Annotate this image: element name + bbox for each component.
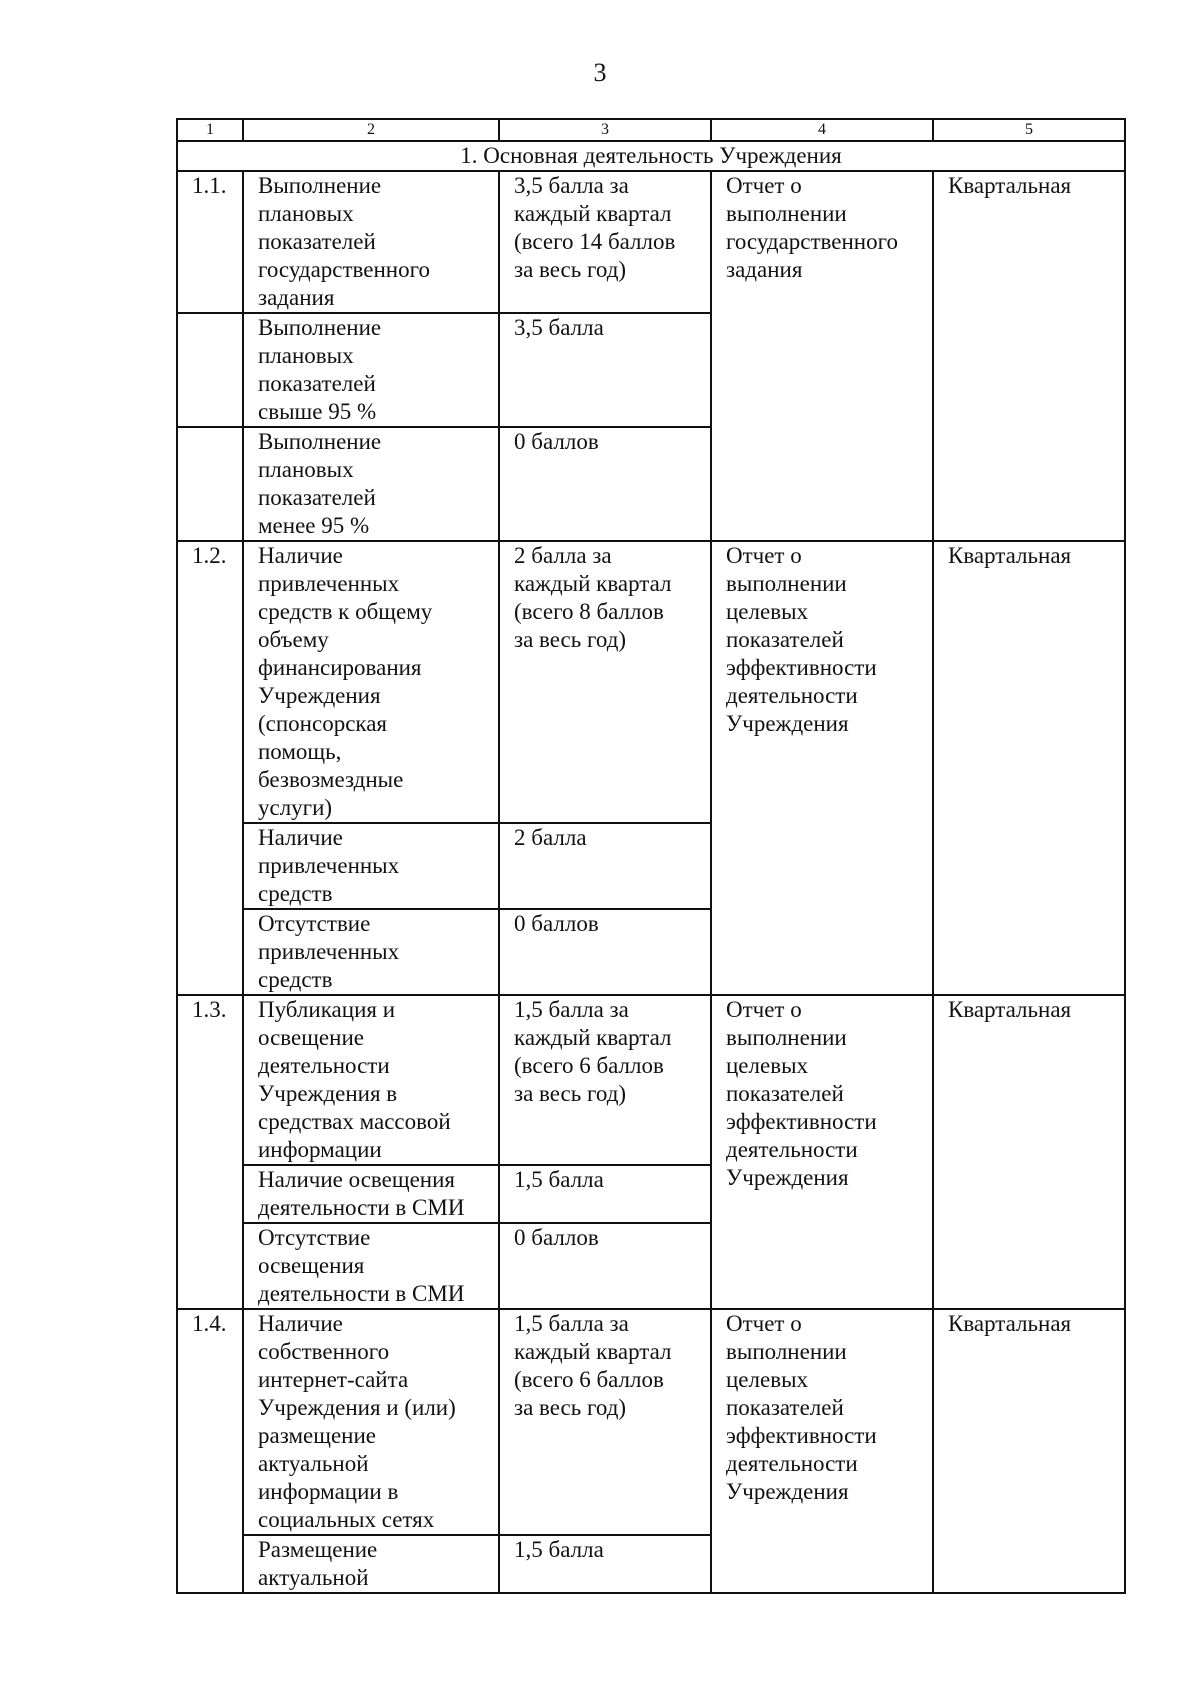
- criterion-text: Выполнение плановых показателей менее 95 %: [258, 429, 382, 538]
- criterion-text: Наличие привлеченных средств к общему объему финансирования Учреждения (спонсорская помощь, безвозмездные услуги): [258, 543, 433, 820]
- row-number: 1.3.: [192, 997, 227, 1022]
- header-row: [177, 119, 1125, 141]
- period-text: Квартальная: [948, 543, 1072, 568]
- table-row: [177, 995, 1125, 1165]
- source-text: Отчет о выполнении государственного задания: [726, 173, 898, 282]
- table-row: [177, 171, 1125, 313]
- period-text: Квартальная: [948, 997, 1072, 1022]
- score-text: 3,5 балла за каждый квартал (всего 14 баллов за весь год): [514, 173, 676, 282]
- score-text: 0 баллов: [514, 911, 599, 936]
- criterion-text: Выполнение плановых показателей свыше 95 %: [258, 315, 382, 424]
- score-text: 3,5 балла: [514, 315, 604, 340]
- column-header: 5: [933, 119, 1125, 141]
- section-title: 1. Основная деятельность Учреждения: [177, 141, 1125, 171]
- source-text: Отчет о выполнении целевых показателей эффективности деятельности Учреждения: [726, 997, 877, 1190]
- section-row: [177, 141, 1125, 171]
- score-text: 1,5 балла за каждый квартал (всего 6 баллов за весь год): [514, 997, 672, 1106]
- criterion-text: Выполнение плановых показателей государственного задания: [258, 173, 430, 310]
- score-text: 2 балла за каждый квартал (всего 8 баллов за весь год): [514, 543, 672, 652]
- period-text: Квартальная: [948, 1311, 1072, 1336]
- period-text: Квартальная: [948, 173, 1072, 198]
- table-row: [177, 541, 1125, 823]
- score-text: 0 баллов: [514, 429, 599, 454]
- criterion-text: Отсутствие освещения деятельности в СМИ: [258, 1225, 465, 1306]
- page-number: 3: [593, 58, 607, 87]
- score-text: 1,5 балла: [514, 1537, 604, 1562]
- row-number: 1.4.: [192, 1311, 227, 1336]
- column-header: 2: [243, 119, 499, 141]
- score-text: 2 балла: [514, 825, 587, 850]
- source-text: Отчет о выполнении целевых показателей эффективности деятельности Учреждения: [726, 1311, 877, 1504]
- criterion-text: Размещение актуальной: [258, 1537, 378, 1590]
- criterion-text: Наличие собственного интернет-сайта Учреждения и (или) размещение актуальной информации в социальных сетях: [258, 1311, 456, 1532]
- criteria-table: [176, 118, 1126, 1594]
- row-number: 1.2.: [192, 543, 227, 568]
- column-header: 1: [177, 119, 243, 141]
- score-text: 1,5 балла за каждый квартал (всего 6 баллов за весь год): [514, 1311, 672, 1420]
- column-header: 3: [499, 119, 711, 141]
- source-text: Отчет о выполнении целевых показателей эффективности деятельности Учреждения: [726, 543, 877, 736]
- score-text: 1,5 балла: [514, 1167, 604, 1192]
- criterion-text: Наличие привлеченных средств: [258, 825, 400, 906]
- row-number: 1.1.: [192, 173, 227, 198]
- table-row: [177, 1309, 1125, 1535]
- criterion-text: Отсутствие привлеченных средств: [258, 911, 400, 992]
- criterion-text: Наличие освещения деятельности в СМИ: [258, 1167, 465, 1220]
- score-text: 0 баллов: [514, 1225, 599, 1250]
- criterion-text: Публикация и освещение деятельности Учреждения в средствах массовой информации: [258, 997, 451, 1162]
- column-header: 4: [711, 119, 933, 141]
